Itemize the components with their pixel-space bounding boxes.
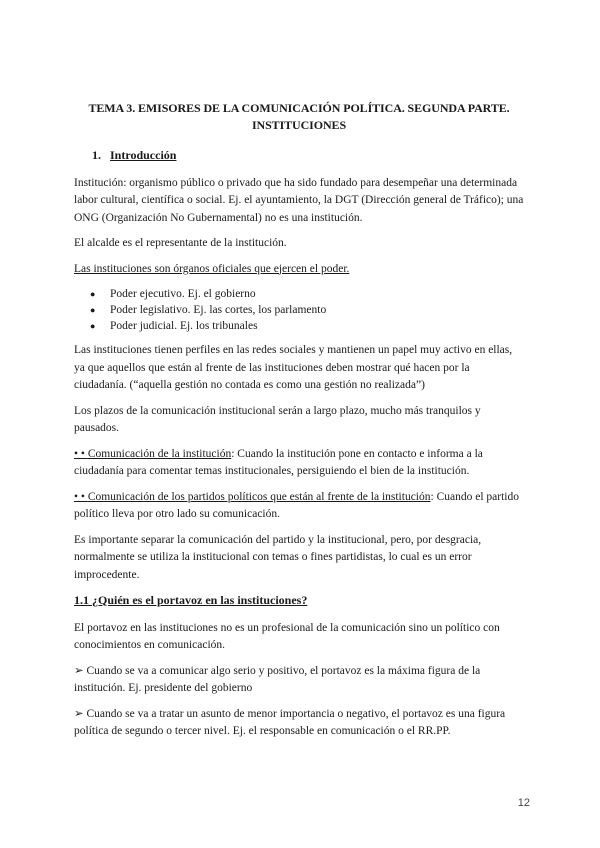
page-number: 12 — [517, 797, 530, 809]
term-comunicacion-partidos: Comunicación de los partidos políticos que están al frente de la institución — [87, 490, 431, 503]
title-line-1: TEMA 3. EMISORES DE LA COMUNICACIÓN POLÍTICA. SEGUNDA PARTE. — [88, 101, 510, 115]
poderes-list — [74, 286, 524, 334]
section-title: Introducción — [110, 148, 177, 162]
document-title — [74, 100, 524, 134]
paragraph-plazos: Los plazos de la comunicación institucional serán a largo plazo, mucho más tranquilos y pausados. — [74, 404, 481, 434]
paragraph-portavoz: El portavoz en las instituciones no es un profesional de la comunicación sino un político con conocimientos en comunicación. — [74, 621, 500, 651]
bullet-icon: ● — [90, 289, 96, 299]
section-number: 1. — [92, 148, 101, 162]
paragraph-comunicacion-partidos: • • Comunicación de los partidos políticos que están al frente de la institución: Cuando el partido político lleva por otro lado su comunicación. — [74, 490, 519, 520]
bullet-prefix: • • — [74, 447, 88, 460]
paragraph-organos: Las instituciones son órganos oficiales que ejercen el poder. — [74, 262, 350, 275]
paragraph-comunicacion-institucion: • • Comunicación de la institución: Cuando la institución pone en contacto e informa a la ciudadanía para comentar temas institucionales, persiguiendo el bien de la institución. — [74, 447, 483, 477]
section-heading-introduccion — [74, 147, 524, 165]
term-comunicacion-institucion: Comunicación de la institución — [87, 447, 232, 460]
page-content — [74, 100, 524, 749]
paragraph-serio: ➢ Cuando se va a comunicar algo serio y positivo, el portavoz es la máxima figura de la institución. Ej. presidente del gobierno — [74, 664, 481, 694]
paragraph-alcalde: El alcalde es el representante de la institución. — [74, 237, 287, 249]
list-item: ● Poder judicial. Ej. los tribunales — [90, 320, 258, 332]
bullet-icon: ● — [90, 305, 96, 315]
arrow-icon: ➢ — [74, 664, 84, 677]
list-item: ● Poder legislativo. Ej. las cortes, los parlamento — [90, 304, 327, 316]
bullet-prefix: • • — [74, 490, 88, 503]
title-line-2: INSTITUCIONES — [251, 118, 347, 132]
arrow-icon: ➢ — [74, 707, 84, 720]
subsection-heading-portavoz: 1.1 ¿Quién es el portavoz en las instituciones? — [74, 593, 308, 607]
paragraph-perfiles: Las instituciones tienen perfiles en las redes sociales y mantienen un papel muy activo en ellas, ya que aquellos que están al frente de las instituciones deben mostrar qué hacen por la ciudadanía. (“aquella gestión no contada es como una gestión no realizada”) — [74, 344, 513, 391]
paragraph-separar: Es importante separar la comunicación del partido y la institucional, pero, por desgracia, normalmente se utiliza la institucional con temas o fines partidistas, lo cual es un error improcedente. — [74, 533, 482, 581]
bullet-icon: ● — [90, 321, 96, 331]
paragraph-menor: ➢ Cuando se va a tratar un asunto de menor importancia o negativo, el portavoz es una figura política de segundo o tercer nivel. Ej. el responsable en comunicación o el RR.PP. — [74, 707, 506, 737]
list-item: ● Poder ejecutivo. Ej. el gobierno — [90, 288, 256, 300]
paragraph-institucion: Institución: organismo público o privado que ha sido fundado para desempeñar una determinada labor cultural, científica o social. Ej. el ayuntamiento, la DGT (Dirección general de Tráfico); una ONG (Organización No Gubernamental) no es una institución. — [74, 176, 524, 224]
